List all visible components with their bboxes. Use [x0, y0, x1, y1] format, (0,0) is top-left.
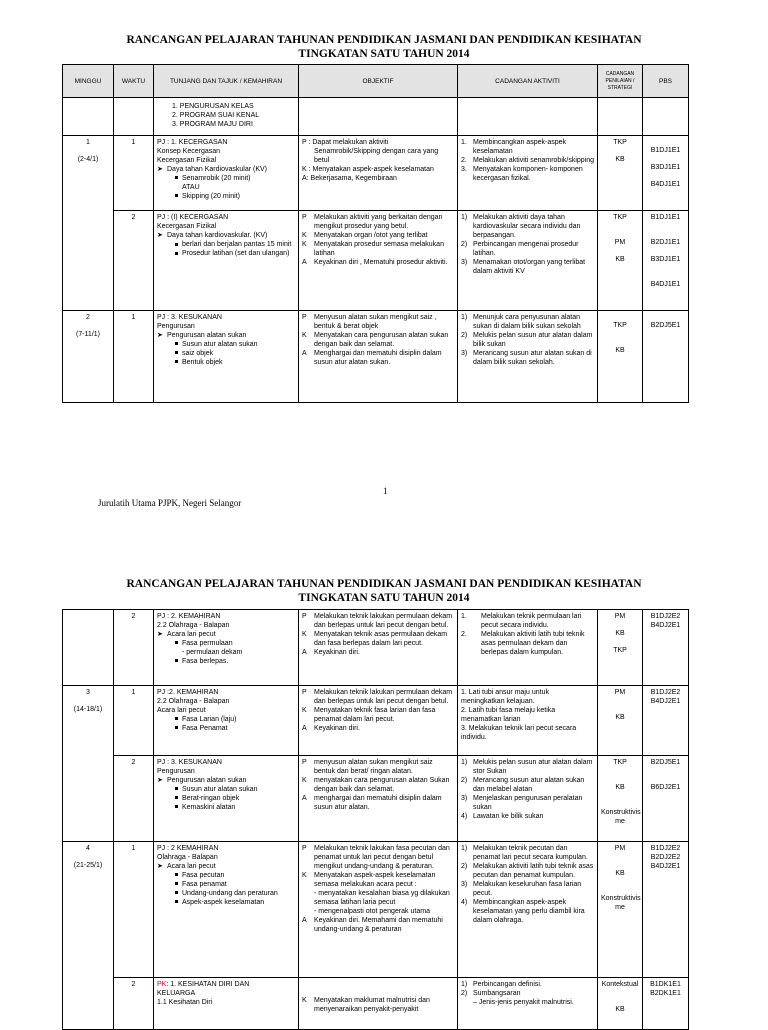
list-marker: [461, 998, 473, 1007]
objektif-cell: [299, 136, 458, 211]
pbs-code: B1DJ1E1: [650, 214, 681, 221]
pbs-code: B4DJ2E1: [650, 698, 681, 705]
pbs-code: B2DK1E1: [650, 990, 681, 997]
objective-line: menghargai dan mematuhi disiplin dalam susun atur alatan.: [314, 795, 442, 811]
objective-line: Menyusun alatan sukan mengikut saiz , bentuk & berat objek: [314, 314, 437, 330]
square-bullet-icon: [175, 176, 178, 179]
assessment-code: KB: [615, 1006, 625, 1013]
list-marker: 1.: [461, 613, 467, 620]
tunjang-cell: [154, 211, 299, 311]
objektif-cell: [299, 211, 458, 311]
topic-line: Pengurusan alatan sukan: [167, 777, 247, 784]
assessment-code: PM: [614, 613, 626, 620]
list-marker: 1): [461, 214, 468, 221]
square-bullet-icon: [175, 194, 178, 197]
penilaian-cell: [598, 686, 643, 756]
list-item: 2. PROGRAM SUAI KENAL: [172, 112, 260, 119]
tunjang-cell: [154, 686, 299, 756]
domain-letter: P: [302, 845, 307, 852]
assessment-code: Konstruktivis: [601, 809, 641, 816]
domain-letter: P: [302, 314, 307, 321]
pbs-cell: [643, 211, 689, 311]
assessment-code: KB: [615, 870, 625, 877]
waktu-cell: 2: [114, 211, 154, 311]
waktu-cell: 1: [114, 842, 154, 978]
topic-line: Pengurusan: [157, 323, 195, 330]
tunjang-cell: [154, 311, 299, 403]
activity-line: Membincangkan aspek-aspek keselamatan: [473, 139, 566, 155]
topic-line: Fasa Larian (laju): [182, 716, 237, 723]
topic-line: Kecergasan Fizikal: [157, 223, 217, 230]
assessment-code: KB: [615, 714, 625, 721]
list-marker: 1): [461, 981, 468, 988]
objective-line: K : Menyatakan aspek-aspek keselamatan: [302, 166, 434, 173]
table-row: [63, 211, 689, 311]
objective-line: Keyakinan diri , Mematuhi prosedur aktiviti.: [314, 259, 448, 266]
table-row: [63, 686, 689, 756]
objective-line: - mengenalpasti otot pengerak utama: [314, 908, 430, 915]
list-item: 3. PROGRAM MAJU DIRI: [172, 121, 253, 128]
header-waktu: WAKTU: [114, 65, 154, 98]
week-cell: [63, 686, 114, 842]
intro-list: [154, 98, 299, 136]
domain-letter: A: [302, 649, 307, 656]
square-bullet-icon: [175, 641, 178, 644]
activity-line: Membincangkan aspek-aspek keselamatan yang perlu diambil kira dalam olahraga.: [473, 899, 585, 924]
assessment-code: PM: [614, 845, 626, 852]
assessment-code: KB: [615, 630, 625, 637]
activity-line: 2. Latih tubi fasa melaju ketika menamatkan larian: [461, 707, 556, 723]
footer-author: Jurulatih Utama PJPK, Negeri Selangor: [98, 498, 242, 508]
waktu-cell: 1: [114, 311, 154, 403]
square-bullet-icon: [175, 805, 178, 808]
assessment-code: KB: [615, 156, 625, 163]
list-marker: 3): [461, 881, 468, 888]
objective-line: Menghargai dan mematuhi disiplin dalam susun atur alatan sukan.: [314, 350, 442, 366]
assessment-code: me: [615, 904, 625, 911]
topic-title: PJ : 2. KEMAHIRAN: [157, 613, 221, 620]
list-marker: 4): [461, 813, 468, 820]
list-marker: 1): [461, 759, 468, 766]
pbs-code: B3DJ1E1: [650, 164, 681, 171]
pbs-code: B2DJ2E2: [650, 854, 681, 861]
penilaian-cell: [598, 136, 643, 211]
table-row: [63, 610, 689, 686]
domain-letter: A: [302, 259, 307, 266]
aktiviti-cell: [458, 610, 598, 686]
activity-line: Perbincangan definisi.: [473, 981, 542, 988]
domain-letter: K: [302, 631, 307, 638]
week-dates: (7-11/1): [76, 331, 100, 338]
topic-title: PJ :2. KEMAHIRAN: [157, 689, 219, 696]
assessment-code: KB: [615, 784, 625, 791]
list-marker: 2): [461, 990, 468, 997]
assessment-code: me: [615, 818, 625, 825]
pbs-cell: [643, 311, 689, 403]
objective-line: Senamrobik/Skipping dengan cara yang betul: [314, 148, 439, 164]
square-bullet-icon: [175, 351, 178, 354]
list-item: 1. PENGURUSAN KELAS: [172, 103, 254, 110]
arrow-bullet-icon: ➤: [157, 863, 163, 870]
waktu-cell: 2: [114, 978, 154, 1030]
objective-line: Menyatakan teknik asas permulaan dekam dan fasa berlepas dalam lari pecut.: [314, 631, 448, 647]
domain-letter: K: [302, 707, 307, 714]
topic-line: berlari dan berjalan pantas 15 minit: [182, 241, 292, 248]
topic-line: Acara lari pecut: [167, 631, 216, 638]
arrow-bullet-icon: ➤: [157, 631, 163, 638]
objective-line: Keyakinan diri.: [314, 725, 360, 732]
list-marker: 2.: [461, 157, 467, 164]
topic-title: PJ : 2 KEMAHIRAN: [157, 845, 219, 852]
topic-line: Pengurusan alatan sukan: [167, 332, 247, 339]
document-title-page-2: RANCANGAN PELAJARAN TAHUNAN PENDIDIKAN JASMANI DAN PENDIDIKAN KESIHATAN: [126, 578, 642, 590]
square-bullet-icon: [175, 243, 178, 246]
pbs-code: B2DJ5E1: [650, 759, 681, 766]
table-row: [63, 136, 689, 211]
domain-letter: P: [302, 759, 307, 766]
topic-line: KELUARGA: [157, 990, 196, 997]
activity-line: Menyatakan komponen- komponen kecergasan fizikal.: [473, 166, 583, 182]
objective-line: Menyatakan maklumat malnutrisi dan menyenaraikan penyakit-penyakit: [314, 997, 430, 1013]
square-bullet-icon: [175, 717, 178, 720]
list-marker: 2): [461, 332, 468, 339]
list-marker: 3.: [461, 166, 467, 173]
assessment-code: Konstruktivis: [601, 895, 641, 902]
activity-line: Lawatan ke bilik sukan: [473, 813, 544, 820]
pbs-code: B1DJ2E2: [650, 689, 681, 696]
pbs-code: B3DJ1E1: [650, 256, 681, 263]
aktiviti-cell: [458, 978, 598, 1030]
pk-label: PK: [157, 981, 167, 988]
activity-line: Menunjuk cara penyusunan alatan sukan di dalam bilik sukan sekolah: [473, 314, 581, 330]
objective-line: Menyatakan cara pengurusan alatan sukan dengan baik dan selamat.: [314, 332, 449, 348]
assessment-code: PM: [614, 689, 626, 696]
arrow-bullet-icon: ➤: [157, 166, 163, 173]
pbs-cell: [643, 756, 689, 842]
objective-line: Melakukan teknik lakukan permulaan dekam dan berlepas untuk lari pecut dengan betul.: [314, 689, 453, 705]
aktiviti-cell: [458, 842, 598, 978]
assessment-code: TKP: [613, 214, 627, 221]
topic-line: Susun atur alatan sukan: [182, 341, 258, 348]
aktiviti-cell: [458, 311, 598, 403]
square-bullet-icon: [175, 252, 178, 255]
domain-letter: [302, 889, 314, 907]
topic-line: saiz objek: [182, 350, 214, 357]
objektif-cell: [299, 842, 458, 978]
lesson-plan-table-page-2: [62, 609, 689, 1030]
domain-letter: K: [302, 777, 307, 784]
domain-letter: A: [302, 795, 307, 802]
domain-letter: K: [302, 332, 307, 339]
activity-line: Menjelaskan pengurusan peralatan sukan: [473, 795, 583, 811]
week-cell: [63, 842, 114, 1030]
objektif-cell: [299, 610, 458, 686]
activity-line: Melakukan teknik pecutan dan penamat lari pecut secara kumpulan.: [473, 845, 588, 861]
domain-letter: P: [302, 689, 307, 696]
objektif-cell: [299, 686, 458, 756]
arrow-bullet-icon: ➤: [157, 777, 163, 784]
tunjang-cell: [154, 610, 299, 686]
table-row: [63, 311, 689, 403]
table-row-intro: [63, 98, 689, 136]
square-bullet-icon: [175, 882, 178, 885]
week-number: 2: [86, 314, 90, 321]
topic-title: PJ : 3. KESUKANAN: [157, 314, 222, 321]
activity-line: Melukis pelan susun atur alatan dalam stor Sukan: [473, 759, 593, 775]
pbs-cell: [643, 610, 689, 686]
activity-line: Melakukan aktiviti latih tubi teknik asas pecutan dan penamat kumpulan.: [473, 863, 594, 879]
list-marker: 2): [461, 241, 468, 248]
topic-line: 2.2 Olahraga - Balapan: [157, 698, 230, 705]
assessment-code: TKP: [613, 322, 627, 329]
topic-line: Fasa Penamat: [182, 725, 228, 732]
topic-line: - permulaan dekam: [182, 649, 243, 656]
aktiviti-cell: [458, 136, 598, 211]
square-bullet-icon: [175, 342, 178, 345]
topic-title: PJ : 1. KECERGASAN: [157, 139, 228, 146]
square-bullet-icon: [175, 796, 178, 799]
page-number: 1: [383, 486, 388, 496]
list-marker: 1): [461, 314, 468, 321]
week-dates: (21-25/1): [73, 862, 103, 869]
header-minggu: MINGGU: [63, 65, 114, 98]
topic-line: Fasa pecutan: [182, 872, 225, 879]
square-bullet-icon: [175, 900, 178, 903]
penilaian-cell: [598, 842, 643, 978]
header-pbs: PBS: [643, 65, 689, 98]
objective-line: Menyatakan organ /otot yang terlibat: [314, 232, 428, 239]
objective-line: Melakukan teknik lakukan fasa pecutan dan penamat untuk lari pecut dengan betul mengikut undang-undang & peraturan.: [314, 845, 450, 870]
topic-title: PJ : (I) KECERGASAN: [157, 214, 229, 221]
assessment-code: TKP: [613, 139, 627, 146]
square-bullet-icon: [175, 787, 178, 790]
aktiviti-cell: [458, 211, 598, 311]
waktu-cell: 2: [114, 756, 154, 842]
penilaian-cell: [598, 756, 643, 842]
pbs-code: B1DJ2E2: [650, 845, 681, 852]
waktu-cell: 1: [114, 136, 154, 211]
objektif-cell: [299, 756, 458, 842]
pbs-code: B2DJ1E1: [650, 239, 681, 246]
domain-letter: K: [302, 997, 307, 1004]
objective-line: A: Bekerjasama, Kegembiraan: [302, 175, 397, 182]
activity-line: Merancang susun atur alatan sukan di dalam bilik sukan sekolah.: [473, 350, 592, 366]
arrow-bullet-icon: ➤: [157, 232, 163, 239]
topic-title: PJ : 3. KESUKANAN: [157, 759, 222, 766]
week-dates: (2-4/1): [77, 156, 99, 163]
pbs-code: B4DJ2E1: [650, 622, 681, 629]
domain-letter: K: [302, 232, 307, 239]
activity-line: 1. Lati tubi ansur maju untuk meningkatkan kelajuan.: [461, 689, 549, 705]
activity-line: 3. Melakukan teknik lari pecut secara individu.: [461, 725, 577, 741]
square-bullet-icon: [175, 659, 178, 662]
topic-line: Konsep Kecergasan: [157, 148, 221, 155]
activity-line: Melakukan aktiviti daya tahan kardiovaskular secara individu dan berpasangan.: [473, 214, 581, 239]
topic-line: Kemaskini alatan: [182, 804, 236, 811]
topic-line: Undang-undang dan peraturan: [182, 890, 278, 897]
activity-line: Perbincangan mengenai prosedur latihan.: [473, 241, 579, 257]
table-row: [63, 978, 689, 1030]
topic-line: Olahraga - Balapan: [157, 854, 218, 861]
domain-letter: A: [302, 917, 307, 924]
header-objektif: OBJEKTIF: [299, 65, 458, 98]
domain-letter: K: [302, 241, 307, 248]
objective-line: P : Dapat melakukan aktiviti: [302, 139, 389, 146]
objective-line: Melakukan teknik lakukan permulaan dekam dan berlepas untuk lari pecut dengan betul.: [314, 613, 453, 629]
penilaian-cell: [598, 311, 643, 403]
pbs-code: B6DJ2E1: [650, 784, 681, 791]
topic-line: 2.2 Olahraga - Balapan: [157, 622, 230, 629]
aktiviti-cell: [458, 686, 598, 756]
header-tunjang: TUNJANG DAN TAJUK / KEMAHIRAN: [154, 65, 299, 98]
pbs-code: B4DJ1E1: [650, 181, 681, 188]
pbs-code: B1DJ2E2: [650, 613, 681, 620]
topic-line: Fasa berlepas.: [182, 658, 229, 665]
objective-line: menyusun alatan sukan mengikut saiz bentuk dan berat/ ringan alatan.: [314, 759, 433, 775]
activity-line: Melakukan keseluruhan fasa larian pecut.: [473, 881, 582, 897]
activity-line: Melakukan aktiviti senamrobik/skipping: [473, 157, 594, 164]
topic-title: : 1. KESIHATAN DIRI DAN: [166, 981, 250, 988]
activity-line: Melakukan teknik permulaan lari pecut secara individu.: [481, 613, 582, 629]
topic-line: Prosedur latihan (set dan ulangan): [182, 250, 290, 257]
week-number: 4: [86, 845, 90, 852]
objektif-cell: [299, 978, 458, 1030]
list-marker: 1.: [461, 139, 467, 146]
week-number: 1: [86, 139, 90, 146]
penilaian-cell: [598, 978, 643, 1030]
objective-line: Menyatakan aspek-aspek keselamatan semasa melakukan acara pecut :: [314, 872, 436, 888]
document-subtitle: TINGKATAN SATU TAHUN 2014: [298, 48, 470, 60]
topic-line: ATAU: [182, 184, 200, 191]
pbs-code: B1DK1E1: [650, 981, 681, 988]
square-bullet-icon: [175, 891, 178, 894]
penilaian-cell: [598, 610, 643, 686]
square-bullet-icon: [175, 360, 178, 363]
objective-line: menyatakan cara pengurusan alatan Sukan dengan baik dan selamat.: [314, 777, 450, 793]
tunjang-cell: [154, 978, 299, 1030]
square-bullet-icon: [175, 873, 178, 876]
list-marker: 2): [461, 777, 468, 784]
topic-line: Aspek-aspek keselamatan: [182, 899, 265, 906]
tunjang-cell: [154, 756, 299, 842]
list-marker: 3): [461, 795, 468, 802]
pbs-cell: [643, 136, 689, 211]
objektif-cell: [299, 311, 458, 403]
domain-letter: P: [302, 214, 307, 221]
aktiviti-cell: [458, 756, 598, 842]
penilaian-cell: [598, 211, 643, 311]
activity-line: Menamakan otot/organ yang terlibat dalam aktiviti KV: [473, 259, 586, 275]
domain-letter: A: [302, 725, 307, 732]
topic-line: Bentuk objek: [182, 359, 223, 366]
activity-line: Melukis pelan susun atur alatan dalam bilik sukan: [473, 332, 593, 348]
pbs-cell: [643, 686, 689, 756]
topic-line: Skipping (20 minit): [182, 193, 240, 200]
objective-line: Menyatakan prosedur semasa melakukan latihan: [314, 241, 444, 257]
topic-line: Pengurusan: [157, 768, 195, 775]
assessment-code: KB: [615, 256, 625, 263]
waktu-cell: 1: [114, 686, 154, 756]
tunjang-cell: [154, 136, 299, 211]
activity-line: – Jenis-jenis penyakit malnutrisi.: [473, 999, 574, 1006]
activity-line: Melakukan aktiviti latih tubi teknik asas permulaan dekam dan berlepas dalam kumpulan.: [481, 631, 585, 656]
document-title: RANCANGAN PELAJARAN TAHUNAN PENDIDIKAN JASMANI DAN PENDIDIKAN KESIHATAN: [126, 34, 642, 46]
assessment-code: Kontekstual: [601, 981, 639, 988]
domain-letter: [302, 907, 314, 916]
list-marker: 3): [461, 259, 468, 266]
topic-line: Daya tahan kardiovaskular. (KV): [167, 232, 268, 239]
list-marker: 2.: [461, 631, 467, 638]
assessment-code: KB: [615, 347, 625, 354]
topic-line: Senamrobik (20 minit): [182, 175, 251, 182]
table-row: [63, 756, 689, 842]
domain-letter: P: [302, 613, 307, 620]
topic-line: Acara lari pecut: [167, 863, 216, 870]
topic-line: Fasa permulaan: [182, 640, 233, 647]
topic-line: Daya tahan Kardiovaskular (KV): [167, 166, 267, 173]
objective-line: Keyakinan diri. Memahami dan mematuhi undang-undang & peraturan: [314, 917, 443, 933]
domain-letter: A: [302, 350, 307, 357]
objective-line: Keyakinan diri.: [314, 649, 360, 656]
list-marker: 2): [461, 863, 468, 870]
week-number: 3: [86, 689, 90, 696]
square-bullet-icon: [175, 726, 178, 729]
topic-line: Fasa penamat: [182, 881, 227, 888]
assessment-code: PM: [614, 239, 626, 246]
topic-line: Acara lari pecut: [157, 707, 206, 714]
topic-line: Berat-ringan objek: [182, 795, 240, 802]
document-subtitle-page-2: TINGKATAN SATU TAHUN 2014: [298, 592, 470, 604]
week-cell: [63, 311, 114, 403]
assessment-code: TKP: [613, 647, 627, 654]
header-row: [63, 65, 689, 98]
assessment-code: TKP: [613, 759, 627, 766]
list-marker: 3): [461, 350, 468, 357]
domain-letter: K: [302, 872, 307, 879]
topic-line: Kecergasan Fizikal: [157, 157, 217, 164]
topic-line: 1.1 Kesihatan Diri: [157, 999, 213, 1006]
list-marker: 4): [461, 899, 468, 906]
week-cell: [63, 136, 114, 311]
pbs-cell: [643, 978, 689, 1030]
table-row: [63, 842, 689, 978]
pbs-code: B2DJ5E1: [650, 322, 681, 329]
pbs-code: B4DJ1E1: [650, 281, 681, 288]
objective-line: Menyatakan teknik fasa larian dan fasa penamat dalam lari pecut.: [314, 707, 436, 723]
topic-line: Susun atur alatan sukan: [182, 786, 258, 793]
header-penilaian: CADANGAN PENILAIAN / STRATEGI: [598, 65, 643, 98]
tunjang-cell: [154, 842, 299, 978]
week-dates: (14-18/1): [73, 706, 103, 713]
activity-line: Merancang susun atur alatan sukan dan melabel alatan: [473, 777, 585, 793]
list-marker: 1): [461, 845, 468, 852]
pbs-code: B4DJ2E1: [650, 863, 681, 870]
activity-line: Sumbangsaran: [473, 990, 521, 997]
pbs-code: B1DJ1E1: [650, 147, 681, 154]
lesson-plan-table-page-1: [62, 64, 689, 403]
waktu-cell: 2: [114, 610, 154, 686]
objective-line: - menyatakan kesalahan biasa yg dilakukan semasa latihan laria pecut: [314, 890, 450, 906]
arrow-bullet-icon: ➤: [157, 332, 163, 339]
objective-line: Melakukan aktiviti yang berkaitan dengan mengikut prosedur yang betul.: [314, 214, 443, 230]
pbs-cell: [643, 842, 689, 978]
header-aktiviti: CADANGAN AKTIVITI: [458, 65, 598, 98]
